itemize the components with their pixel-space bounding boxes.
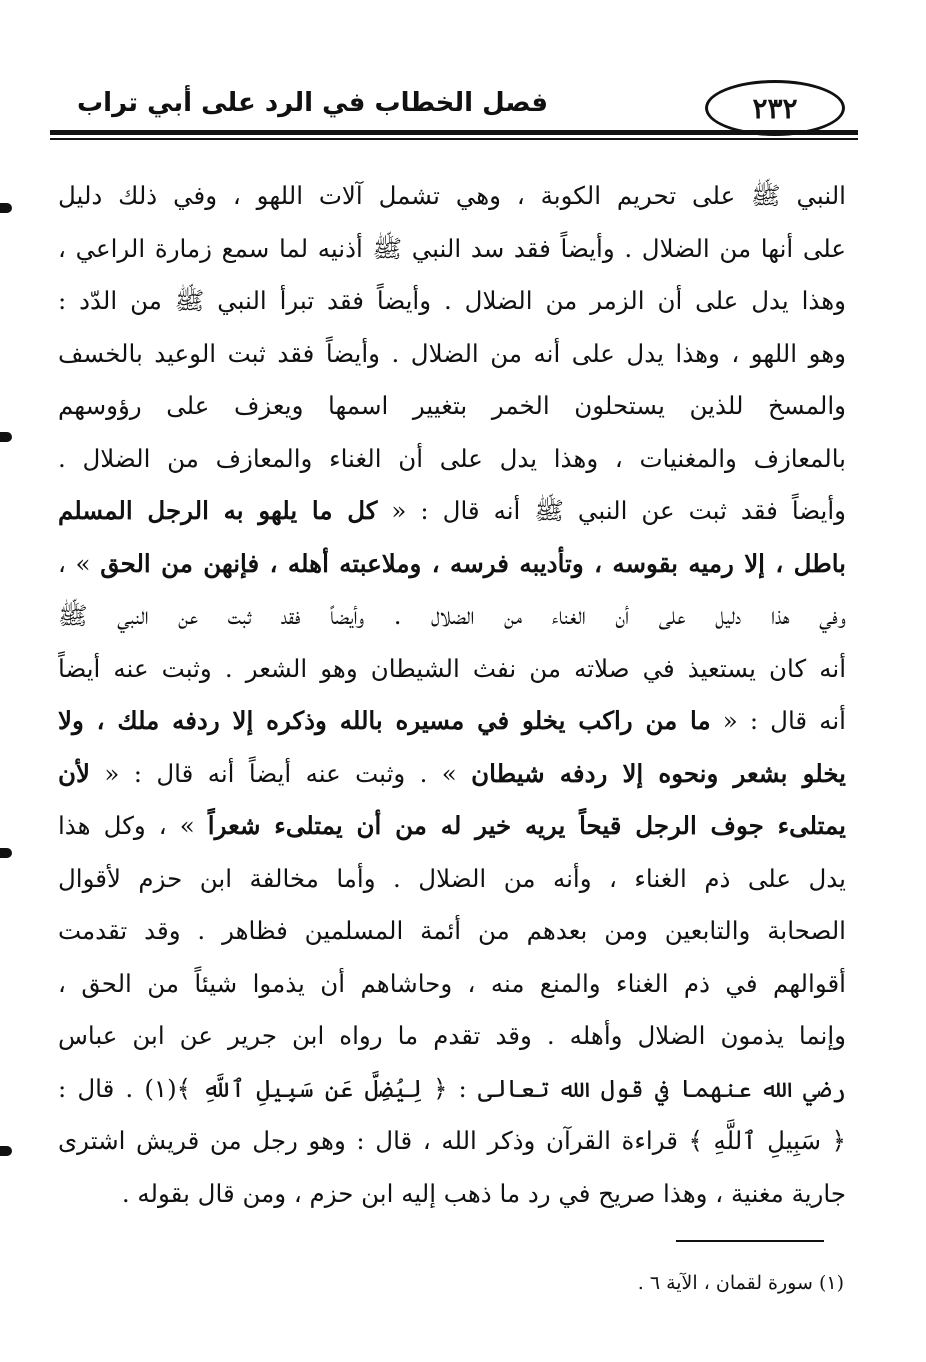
text-segment: الصحابة والتابعين ومن بعدهم من أئمة المسلمين فظاهر . وقد تقدمت xyxy=(58,916,846,945)
hadith-text: لأن xyxy=(58,758,90,788)
hadith-text: يمتلىء جوف الرجل قيحاً يريه خير له من أن يمتلىء شعراً xyxy=(207,811,846,840)
text-line xyxy=(58,590,846,643)
margin-mark xyxy=(0,848,12,858)
text-segment: على أنها من الضلال . وأيضاً فقد سد النبي ﷺ أذنيه لما سمع زمارة الراعي ، xyxy=(58,233,846,263)
page-number: ٢٣٢ xyxy=(705,80,845,136)
text-segment: أقوالهم في ذم الغناء والمنع منه ، وحاشاهم أن يذموا شيئاً من الحق ، xyxy=(58,968,846,998)
text-segment: جارية مغنية ، وهذا صريح في رد ما ذهب إليه ابن حزم ، ومن قال بقوله . xyxy=(121,1178,846,1208)
text-line xyxy=(58,643,846,696)
footnote-separator xyxy=(676,1240,824,1242)
text-line xyxy=(58,748,846,801)
text-segment: وهو اللهو ، وهذا يدل على أنه من الضلال . وأيضاً فقد ثبت الوعيد بالخسف xyxy=(58,338,846,368)
text-segment: أنه قال : « xyxy=(710,706,846,735)
hadith-text: ما من راكب يخلو في مسيره بالله وذكره إلا ردفه ملك ، ولا xyxy=(58,706,711,735)
text-line xyxy=(58,1168,846,1221)
page-header xyxy=(50,80,858,150)
header-rule-thin xyxy=(50,138,858,140)
text-segment: والمسخ للذين يستحلون الخمر بتغيير اسمها ويعزف على رؤوسهم xyxy=(58,391,846,420)
text-segment: وفي هذا دليل على أن الغناء من الضلال . وأيضاً فقد ثبت عن النبي ﷺ xyxy=(58,601,846,630)
text-segment: أنه كان يستعيذ في صلاته من نفث الشيطان وهو الشعر . وثبت عنه أيضاً xyxy=(58,653,846,683)
margin-mark xyxy=(0,1146,12,1156)
text-line xyxy=(58,433,846,486)
text-line xyxy=(58,695,846,748)
text-segment: » ، xyxy=(58,548,101,578)
header-rule-thick xyxy=(50,130,858,135)
text-line xyxy=(58,170,846,223)
text-segment: ﴿ سَبِيلِ ٱللَّهِ ﴾ قراءة القرآن وذكر الله ، قال : وهو رجل من قريش اشترى xyxy=(58,1126,846,1155)
text-line xyxy=(58,958,846,1011)
text-line xyxy=(58,853,846,906)
text-line xyxy=(58,328,846,381)
text-segment: النبي ﷺ على تحريم الكوبة ، وهي تشمل آلات اللهو ، وفي ذلك دليل xyxy=(58,181,846,210)
text-segment: وهذا يدل على أن الزمر من الضلال . وأيضاً فقد تبرأ النبي ﷺ من الدّد : xyxy=(58,286,846,315)
margin-mark xyxy=(0,432,12,442)
text-line xyxy=(58,1063,846,1116)
text-segment: بالمعازف والمغنيات ، وهذا يدل على أن الغناء والمعازف من الضلال . xyxy=(58,443,846,473)
hadith-text: يخلو بشعر ونحوه إلا ردفه شيطان xyxy=(471,758,846,788)
text-segment: وأيضاً فقد ثبت عن النبي ﷺ أنه قال : « xyxy=(377,496,846,525)
text-segment: يدل على ذم الغناء ، وأنه من الضلال . وأما مخالفة ابن حزم لأقوال xyxy=(58,863,846,893)
text-line xyxy=(58,905,846,958)
text-segment: وإنما يذمون الضلال وأهله . وقد تقدم ما رواه ابن جرير عن ابن عباس xyxy=(58,1021,846,1050)
margin-mark xyxy=(0,203,12,213)
running-title: فصل الخطاب في الرد على أبي تراب xyxy=(77,88,548,118)
hadith-text: كل ما يلهو به الرجل المسلم xyxy=(58,496,378,525)
text-line xyxy=(58,538,846,591)
text-line xyxy=(58,380,846,433)
text-line xyxy=(58,223,846,276)
text-line xyxy=(58,1010,846,1063)
text-segment: » ، وكل هذا xyxy=(58,811,208,840)
text-segment: رضي الله عنهما في قول الله تعالى : ﴿ لِيُضِلَّ عَن سَبِيلِ ٱللَّهِ ﴾(١) . قال : xyxy=(58,1073,846,1103)
hadith-text: باطل ، إلا رميه بقوسه ، وتأديبه فرسه ، وملاعبته أهله ، فإنهن من الحق xyxy=(100,548,846,578)
footnote: (١) سورة لقمان ، الآية ٦ . xyxy=(637,1272,844,1294)
text-line xyxy=(58,275,846,328)
text-line xyxy=(58,485,846,538)
text-line xyxy=(58,800,846,853)
text-segment: » . وثبت عنه أيضاً أنه قال : « xyxy=(89,758,472,788)
text-line xyxy=(58,1115,846,1168)
body-text xyxy=(58,170,846,1220)
